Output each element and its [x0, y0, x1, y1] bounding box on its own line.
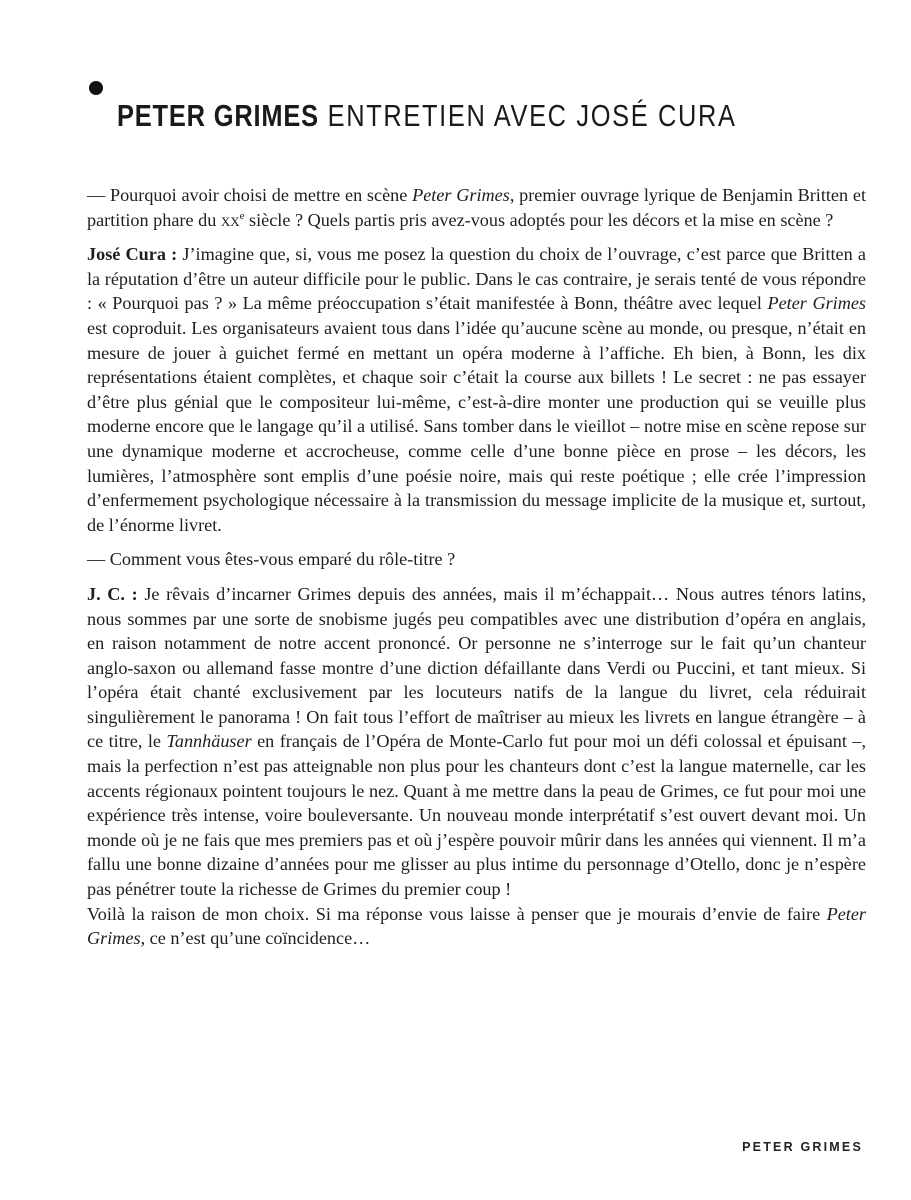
speaker-label: J. C. :	[87, 583, 138, 604]
answer-2	[87, 582, 866, 902]
answer-2-text: Je rêvais d’incarner Grimes depuis des années, mais il m’échappait… Nous autres ténors latins, nous sommes par une sorte de snobisme jugés peu compatibles avec une distribution d’opéra en anglais, en raison notamment de notre accent prononcé. Or personne ne s’interroge sur le fait qu’un chanteur anglo-saxon ou allemand fasse montre d’une diction défaillante dans Verdi ou Puccini, et tant mieux. Si l’opéra était chanté exclusivement par les locuteurs natifs de la langue du livret, cela réduirait singulièrement le panorama ! On fait tous l’effort de maîtriser au mieux les livrets en langue étrangère – à ce titre, le	[87, 583, 866, 752]
century-superscript: e	[239, 209, 245, 222]
answer-1-text-2: est coproduit. Les organisateurs avaient tous dans l’idée qu’aucune scène au monde, ou presque, n’était en mesure de jouer à guichet fermé en mettant un opéra moderne à l’affiche. Eh bien, à Bonn, les dix représentations étaient complètes, et chaque soir c’était la course aux billets ! Le secret : ne pas essayer d’être plus génial que le compositeur lui-même, c’est-à-dire monter une production qui se veuille plus moderne encore que le langage qu’il a utilisé. Sans tomber dans le vieillot – notre mise en scène repose sur une dynamique moderne et accrocheuse, comme celle d’une bonne pièce en prose – les décors, les lumières, l’atmosphère sont emplis d’une poésie noire, mais qui reste poétique ; elle crée l’impression d’enfermement psychologique nécessaire à la transmission du message implicite de la musique et, surtout, de l’énorme livret.	[87, 317, 866, 535]
speaker-label: José Cura :	[87, 244, 178, 265]
work-title: Peter Grimes	[767, 293, 866, 314]
question-1-text-3: siècle ? Quels partis pris avez-vous adoptés pour les décors et la mise en scène ?	[244, 209, 834, 230]
title-work: PETER GRIMES	[117, 98, 319, 133]
answer-1-text: J’imagine que, si, vous me posez la question du choix de l’ouvrage, c’est parce que Britten a la réputation d’être un auteur difficile pour le public. Dans le cas contraire, je serais tenté de vous répondre : « Pourquoi pas ? » La même préoccupation s’était manifestée à Bonn, théâtre avec lequel	[87, 244, 866, 314]
answer-1	[87, 242, 866, 537]
interview-body	[87, 183, 866, 961]
century-numeral: xx	[220, 209, 240, 230]
work-title: Peter Grimes	[87, 903, 866, 949]
work-title: Peter Grimes	[412, 185, 510, 205]
answer-2-text-2: en français de l’Opéra de Monte-Carlo fut pour moi un défi colossal et épuisant –, mais la perfection n’est pas atteignable non plus pour les chanteurs dont c’est la langue maternelle, car les accents régionaux pointent toujours le nez. Quant à me mettre dans la peau de Grimes, ce fut pour moi une expérience très intense, voire bouleversante. Un nouveau monde interprétatif s’est ouvert devant moi. Un monde où je ne fais que mes premiers pas et où j’espère pouvoir mûrir dans les années qui viennent. Il m’a fallu une bonne dizaine d’années pour me glisser au plus intime du personnage d’Otello, donc je n’espère pas pénétrer toute la richesse de Grimes du premier coup !	[87, 731, 867, 900]
question-1-text-2: , premier ouvrage lyrique de Benjamin Britten et partition phare du	[87, 185, 866, 230]
question-1-text: — Pourquoi avoir choisi de mettre en scène	[87, 185, 413, 205]
running-footer: PETER GRIMES	[742, 1140, 863, 1154]
title-subtitle: ENTRETIEN AVEC JOSÉ CURA	[327, 98, 737, 133]
work-title: Tannhäuser	[166, 731, 252, 752]
closing-text: Voilà la raison de mon choix. Si ma réponse vous laisse à penser que je mourais d’envie de faire	[87, 903, 827, 924]
closing-text-2: , ce n’est qu’une coïncidence…	[140, 928, 371, 949]
question-2: — Comment vous êtes-vous emparé du rôle-titre ?	[87, 549, 456, 570]
title-bullet	[89, 81, 103, 95]
page-title	[117, 96, 737, 136]
question-1	[87, 183, 866, 232]
closing-paragraph	[87, 902, 866, 951]
